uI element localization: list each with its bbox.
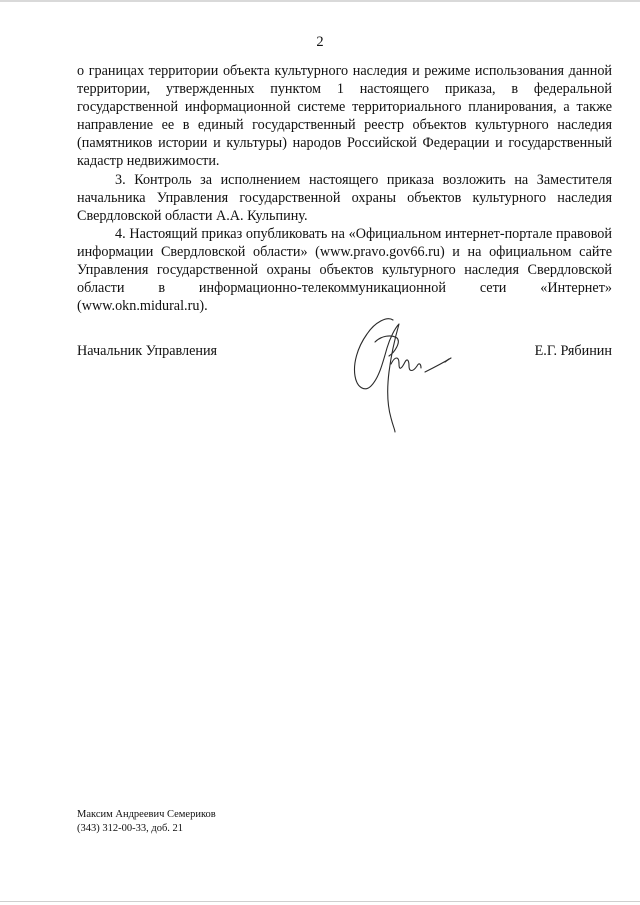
executor-block: [77, 808, 216, 835]
paragraph-item-3: 3. Контроль за исполнением настоящего приказа возложить на Заместителя начальника Управления государственной охраны объектов культурного наследия Свердловской области А.А. Кульпину.: [77, 171, 612, 224]
paragraph-continuation: о границах территории объекта культурного наследия и режиме использования данной территории, утвержденных пунктом 1 настоящего приказа, в федеральной государственной информационной системе территориального планирования, а также направление ее в единый государственный реестр объектов культурного наследия (памятников истории и культуры) народов Российской Федерации и государственный кадастр недвижимости.: [77, 63, 612, 170]
page-number: 2: [316, 34, 324, 50]
signature-stroke-letters: [391, 358, 421, 371]
signature-stroke-tick: [445, 359, 449, 362]
signatory-name: Е.Г. Рябинин: [534, 343, 612, 359]
paragraph-item-4: 4. Настоящий приказ опубликовать на «Официальном интернет-портале правовой информации Свердловской области» (www.pravo.gov66.ru) и на официальном сайте Управления государственной охраны объектов культурного наследия Свердловской области в информационно-телекоммуникационной сети «Интернет» (www.okn.midural.ru).: [77, 225, 612, 315]
page-bottom-edge: [0, 901, 640, 902]
handwritten-signature: [335, 312, 465, 437]
page-top-edge: [0, 0, 640, 2]
executor-phone: (343) 312-00-33, доб. 21: [77, 822, 184, 834]
signatory-position: Начальник Управления: [77, 343, 218, 359]
executor-name: Максим Андреевич Семериков: [77, 809, 216, 820]
document-body: [77, 62, 612, 315]
